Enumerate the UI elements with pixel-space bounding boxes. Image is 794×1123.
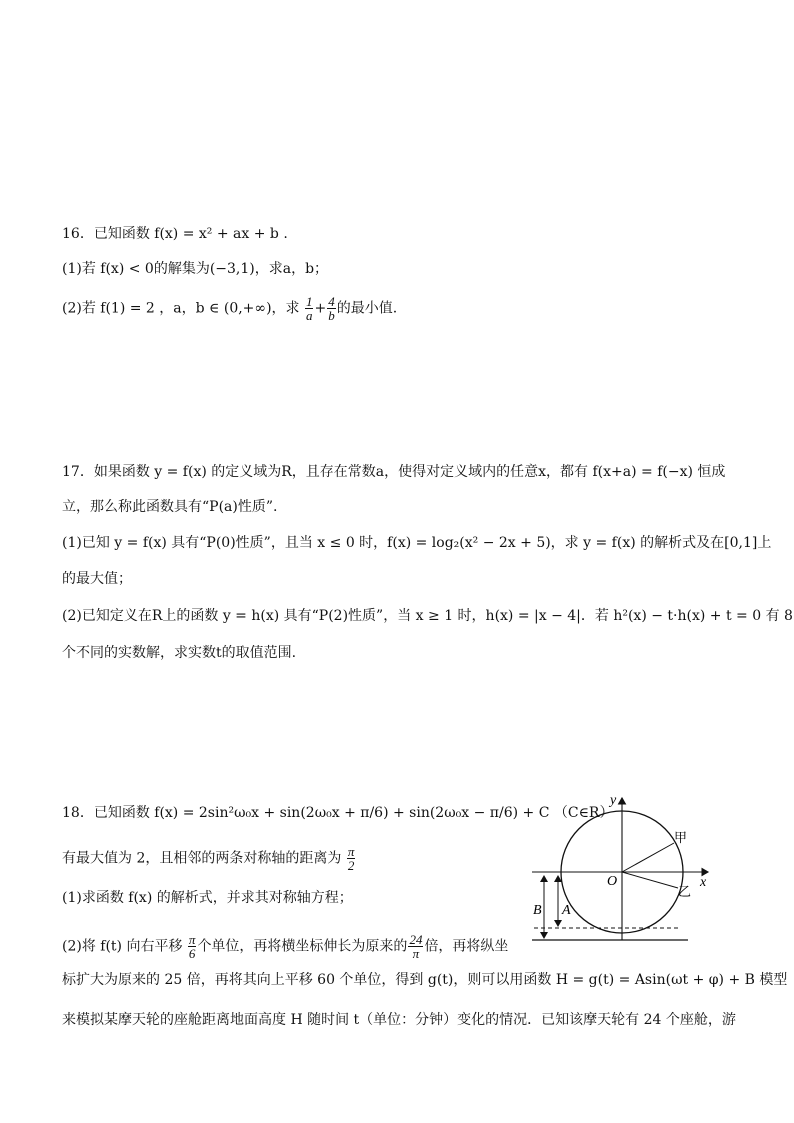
q18-part1: (1)求函数 f(x) 的解析式，并求其对称轴方程； [62, 890, 353, 906]
q16-part2-end: 的最小值. [336, 300, 398, 317]
q17-line1: 17．如果函数 y = f(x) 的定义域为R，且存在常数a，使得对定义域内的任意x，都有 f(x+a) = f(−x) 恒成 [62, 464, 726, 480]
q16-part2 [62, 295, 397, 322]
origin-label: O [607, 874, 618, 889]
plus-sign: + [314, 300, 327, 317]
fraction-numerator: 24 [409, 932, 423, 947]
q18-part2-a: (2)将 f(t) 向右平移 [62, 938, 183, 955]
q17-part2-cont: 个不同的实数解，求实数t的取值范围. [62, 645, 297, 661]
point-yi-label: 乙 [678, 885, 692, 900]
q18-part2 [62, 933, 508, 960]
q18-part2-c: 倍，再将纵坐 [424, 938, 509, 955]
fraction-numerator: 1 [305, 294, 313, 309]
height-a-label: A [562, 903, 571, 918]
fraction-numerator: π [347, 844, 355, 859]
fraction-numerator: π [188, 932, 196, 947]
q16-stem: 16．已知函数 f(x) = x² + ax + b . [62, 226, 288, 242]
fraction-pi-over-2 [347, 845, 356, 872]
radius-yi [622, 872, 678, 888]
q18-part2-cont2: 来模拟某摩天轮的座舱距离地面高度 H 随时间 t（单位：分钟）变化的情况．已知该摩天轮有 24 个座舱，游 [62, 1012, 736, 1028]
q16-part1: (1)若 f(x) < 0的解集为(−3,1)，求a，b； [62, 261, 329, 277]
q17-part1: (1)已知 y = f(x) 具有“P(0)性质”，且当 x ≤ 0 时，f(x) = log₂(x² − 2x + 5)，求 y = f(x) 的解析式及在[0,1]上 [62, 535, 772, 551]
fraction-1-over-a [305, 295, 314, 322]
fraction-denominator: 6 [188, 946, 196, 961]
q16-part2-text: (2)若 f(1) = 2 ，a，b ∈ (0,+∞)，求 [62, 300, 300, 317]
ferris-wheel-figure [528, 788, 718, 948]
y-axis-label: y [610, 793, 617, 808]
q17-line2: 立，那么称此函数具有“P(a)性质”. [62, 499, 278, 515]
fraction-4-over-b [327, 295, 336, 322]
q17-part1-cont: 的最大值； [62, 571, 132, 587]
x-axis-label: x [700, 875, 707, 890]
fraction-denominator: a [305, 308, 313, 323]
radius-jia [622, 843, 674, 872]
q18-line2 [62, 845, 356, 872]
q18-line2-text: 有最大值为 2，且相邻的两条对称轴的距离为 [62, 850, 342, 867]
fraction-numerator: 4 [328, 294, 335, 309]
q18-part2-cont1: 标扩大为原来的 25 倍，再将其向上平移 60 个单位，得到 g(t)，则可以用函数 H = g(t) = Asin(ωt + φ) + B 模型 [62, 972, 788, 988]
fraction-denominator: b [328, 308, 335, 323]
point-jia-label: 甲 [674, 831, 688, 846]
fraction-pi-over-6 [188, 933, 197, 960]
q18-line1: 18．已知函数 f(x) = 2sin²ω₀x + sin(2ω₀x + π/6) + sin(2ω₀x − π/6) + C （C∈R） [62, 805, 614, 821]
q18-part2-b: 个单位，再将横坐标伸长为原来的 [197, 938, 408, 955]
height-b-label: B [533, 903, 542, 918]
fraction-denominator: 2 [347, 858, 355, 873]
fraction-24-over-pi [408, 933, 423, 960]
fraction-denominator: π [412, 946, 420, 961]
q17-part2: (2)已知定义在R上的函数 y = h(x) 具有“P(2)性质”，当 x ≥ 1 时，h(x) = |x − 4|．若 h²(x) − t·h(x) + t = 0 有 8 [62, 608, 793, 624]
